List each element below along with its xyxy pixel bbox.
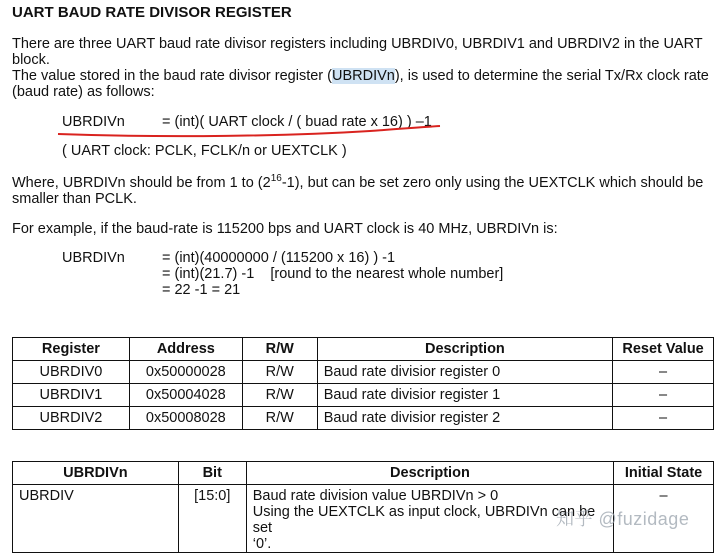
intro-line-3-post: ), is used to determine the serial Tx/Rx clock rate <box>394 68 709 84</box>
where-pre: Where, UBRDIVn should be from 1 to (2 <box>12 175 271 191</box>
formula-lhs: UBRDIVn <box>62 114 125 130</box>
table-row <box>13 384 714 407</box>
table-row <box>13 361 714 384</box>
register-cell: UBRDIV0 <box>13 361 130 384</box>
where-post: -1), but can be set zero only using the UEXTCLK which should be <box>281 175 704 191</box>
address-cell: 0x50004028 <box>129 384 242 407</box>
rw-cell: R/W <box>242 407 317 430</box>
field-description-line-1: Baud rate division value UBRDIVn > 0 <box>252 488 499 504</box>
table-header-row <box>13 338 714 361</box>
intro-line-1: There are three UART baud rate divisor registers including UBRDIV0, UBRDIV1 and UBRDIV2 in the UART <box>12 36 703 52</box>
field-description-line-3: ‘0’. <box>252 536 272 552</box>
intro-line-2: block. <box>12 52 50 68</box>
column-header-register: Register <box>13 338 130 361</box>
initial-state-cell: – <box>614 485 714 553</box>
description-cell: Baud rate divisior register 0 <box>317 361 612 384</box>
reset-value-cell: – <box>613 361 714 384</box>
table-header-row <box>13 462 714 485</box>
column-header-ubrdivn: UBRDIVn <box>13 462 179 485</box>
reset-value-cell: – <box>613 384 714 407</box>
example-lhs: UBRDIVn <box>62 250 125 266</box>
field-description-line-2: Using the UEXTCLK as input clock, UBRDIVn can be set <box>252 504 596 536</box>
column-header-bit: Bit <box>178 462 246 485</box>
where-line-2: smaller than PCLK. <box>12 191 137 207</box>
intro-line-4: (baud rate) as follows: <box>12 84 155 100</box>
column-header-initial-state: Initial State <box>614 462 714 485</box>
field-name-cell: UBRDIV <box>13 485 179 553</box>
register-address-table <box>12 337 714 430</box>
intro-line-3-pre: The value stored in the baud rate divisor register ( <box>12 68 332 84</box>
column-header-description: Description <box>317 338 612 361</box>
where-line-1 <box>12 175 703 191</box>
formula-note: ( UART clock: PCLK, FCLK/n or UEXTCLK ) <box>62 143 347 159</box>
address-cell: 0x50000028 <box>129 361 242 384</box>
table-row <box>13 407 714 430</box>
register-cell: UBRDIV2 <box>13 407 130 430</box>
rw-cell: R/W <box>242 384 317 407</box>
example-intro: For example, if the baud-rate is 115200 bps and UART clock is 40 MHz, UBRDIVn is: <box>12 221 558 237</box>
column-header-address: Address <box>129 338 242 361</box>
section-title: UART BAUD RATE DIVISOR REGISTER <box>12 4 292 21</box>
example-line-3: = 22 -1 = 21 <box>162 282 241 298</box>
description-cell: Baud rate divisior register 1 <box>317 384 612 407</box>
where-superscript: 16 <box>270 173 282 184</box>
bit-range-cell: [15:0] <box>178 485 246 553</box>
highlighted-register-name: UBRDIVn <box>331 68 395 84</box>
column-header-reset-value: Reset Value <box>613 338 714 361</box>
rw-cell: R/W <box>242 361 317 384</box>
register-cell: UBRDIV1 <box>13 384 130 407</box>
column-header-description: Description <box>246 462 613 485</box>
reset-value-cell: – <box>613 407 714 430</box>
intro-line-3 <box>12 68 709 84</box>
watermark: 知乎 @fuzidage <box>556 509 690 529</box>
column-header-rw: R/W <box>242 338 317 361</box>
example-line-2: = (int)(21.7) -1 [round to the nearest whole number] <box>162 266 504 282</box>
formula-rhs: = (int)( UART clock / ( buad rate x 16) ) –1 <box>162 114 432 130</box>
example-line-1: = (int)(40000000 / (115200 x 16) ) -1 <box>162 250 396 266</box>
address-cell: 0x50008028 <box>129 407 242 430</box>
description-cell: Baud rate divisior register 2 <box>317 407 612 430</box>
